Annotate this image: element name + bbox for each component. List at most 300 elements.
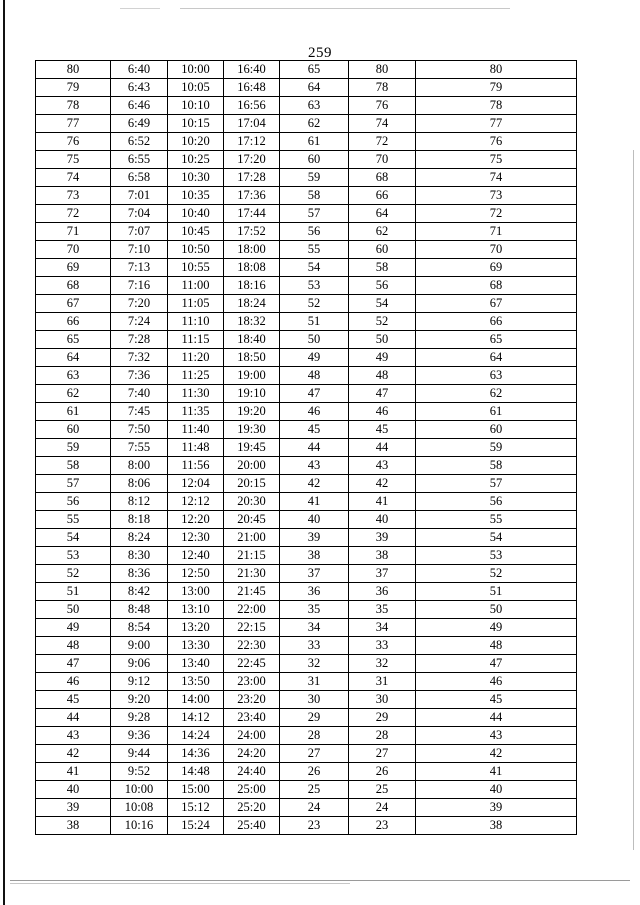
table-cell-col-1: 65 (36, 331, 111, 349)
table-cell-col-4: 18:40 (224, 331, 280, 349)
table-cell-col-7: 78 (416, 97, 577, 115)
table-cell-col-7: 44 (416, 709, 577, 727)
table-cell-col-7: 48 (416, 637, 577, 655)
table-cell-col-1: 60 (36, 421, 111, 439)
page-number: 259 (308, 45, 332, 61)
table-cell-col-7: 72 (416, 205, 577, 223)
table-cell-col-7: 62 (416, 385, 577, 403)
table-cell-col-7: 49 (416, 619, 577, 637)
table-cell-col-6: 64 (349, 205, 416, 223)
table-cell-col-7: 42 (416, 745, 577, 763)
table-row (36, 817, 577, 835)
table-cell-col-5: 40 (280, 511, 349, 529)
table-cell-col-5: 46 (280, 403, 349, 421)
table-cell-col-1: 62 (36, 385, 111, 403)
table-cell-col-6: 36 (349, 583, 416, 601)
table-cell-col-5: 48 (280, 367, 349, 385)
table-cell-col-3: 11:10 (168, 313, 224, 331)
table-cell-col-3: 14:00 (168, 691, 224, 709)
table-cell-col-1: 54 (36, 529, 111, 547)
table-cell-col-1: 76 (36, 133, 111, 151)
table-cell-col-5: 50 (280, 331, 349, 349)
table-cell-col-4: 24:40 (224, 763, 280, 781)
table-cell-col-5: 58 (280, 187, 349, 205)
table-cell-col-1: 68 (36, 277, 111, 295)
table-cell-col-1: 48 (36, 637, 111, 655)
table-row (36, 655, 577, 673)
table-cell-col-4: 16:48 (224, 79, 280, 97)
table-cell-col-2: 8:00 (111, 457, 168, 475)
table-cell-col-4: 20:15 (224, 475, 280, 493)
table-cell-col-1: 72 (36, 205, 111, 223)
table-row (36, 457, 577, 475)
table-cell-col-6: 26 (349, 763, 416, 781)
table-cell-col-5: 28 (280, 727, 349, 745)
table-cell-col-2: 8:36 (111, 565, 168, 583)
table-cell-col-4: 17:12 (224, 133, 280, 151)
table-cell-col-4: 18:24 (224, 295, 280, 313)
table-cell-col-3: 10:40 (168, 205, 224, 223)
table-cell-col-4: 21:30 (224, 565, 280, 583)
table-cell-col-7: 58 (416, 457, 577, 475)
table-cell-col-7: 63 (416, 367, 577, 385)
bottom-rule (10, 880, 630, 881)
table-cell-col-3: 11:40 (168, 421, 224, 439)
table-cell-col-5: 60 (280, 151, 349, 169)
table-cell-col-4: 23:00 (224, 673, 280, 691)
table-cell-col-4: 17:04 (224, 115, 280, 133)
table-cell-col-3: 12:50 (168, 565, 224, 583)
table-cell-col-4: 17:28 (224, 169, 280, 187)
table-cell-col-3: 10:45 (168, 223, 224, 241)
table-cell-col-2: 7:28 (111, 331, 168, 349)
table-cell-col-5: 55 (280, 241, 349, 259)
table-cell-col-4: 16:40 (224, 61, 280, 79)
table-cell-col-7: 73 (416, 187, 577, 205)
table-row (36, 619, 577, 637)
table-cell-col-4: 17:20 (224, 151, 280, 169)
table-cell-col-3: 12:40 (168, 547, 224, 565)
table-cell-col-2: 10:16 (111, 817, 168, 835)
table-cell-col-2: 7:36 (111, 367, 168, 385)
table-cell-col-4: 23:40 (224, 709, 280, 727)
table-cell-col-2: 7:40 (111, 385, 168, 403)
table-cell-col-3: 13:00 (168, 583, 224, 601)
score-table (35, 60, 577, 835)
table-cell-col-4: 22:45 (224, 655, 280, 673)
table-cell-col-2: 9:00 (111, 637, 168, 655)
table-row (36, 583, 577, 601)
table-cell-col-3: 13:10 (168, 601, 224, 619)
table-row (36, 241, 577, 259)
table-cell-col-7: 76 (416, 133, 577, 151)
table-cell-col-2: 7:32 (111, 349, 168, 367)
table-cell-col-1: 63 (36, 367, 111, 385)
table-cell-col-1: 66 (36, 313, 111, 331)
table-cell-col-1: 39 (36, 799, 111, 817)
table-row (36, 367, 577, 385)
table-cell-col-2: 8:12 (111, 493, 168, 511)
table-row (36, 673, 577, 691)
table-cell-col-6: 45 (349, 421, 416, 439)
table-cell-col-6: 46 (349, 403, 416, 421)
table-cell-col-6: 23 (349, 817, 416, 835)
table-cell-col-4: 19:10 (224, 385, 280, 403)
table-cell-col-4: 19:45 (224, 439, 280, 457)
table-cell-col-4: 19:20 (224, 403, 280, 421)
table-row (36, 763, 577, 781)
table-cell-col-5: 34 (280, 619, 349, 637)
table-row (36, 709, 577, 727)
bottom-rule-secondary (10, 883, 350, 884)
table-cell-col-4: 19:00 (224, 367, 280, 385)
table-cell-col-6: 50 (349, 331, 416, 349)
table-cell-col-5: 54 (280, 259, 349, 277)
table-cell-col-2: 7:20 (111, 295, 168, 313)
table-cell-col-6: 35 (349, 601, 416, 619)
table-cell-col-4: 22:30 (224, 637, 280, 655)
table-cell-col-1: 70 (36, 241, 111, 259)
table-cell-col-7: 43 (416, 727, 577, 745)
table-cell-col-2: 6:46 (111, 97, 168, 115)
table-cell-col-2: 9:12 (111, 673, 168, 691)
table-row (36, 493, 577, 511)
table-cell-col-7: 45 (416, 691, 577, 709)
table-cell-col-3: 11:35 (168, 403, 224, 421)
table-row (36, 799, 577, 817)
table-cell-col-4: 20:45 (224, 511, 280, 529)
table-cell-col-4: 17:44 (224, 205, 280, 223)
table-cell-col-2: 7:16 (111, 277, 168, 295)
table-cell-col-3: 10:15 (168, 115, 224, 133)
table-cell-col-7: 79 (416, 79, 577, 97)
table-cell-col-3: 10:05 (168, 79, 224, 97)
table-cell-col-7: 60 (416, 421, 577, 439)
table-row (36, 79, 577, 97)
table-row (36, 439, 577, 457)
table-cell-col-1: 43 (36, 727, 111, 745)
table-cell-col-2: 7:01 (111, 187, 168, 205)
table-cell-col-1: 77 (36, 115, 111, 133)
table-cell-col-5: 42 (280, 475, 349, 493)
table-row (36, 601, 577, 619)
table-cell-col-4: 21:45 (224, 583, 280, 601)
table-cell-col-6: 25 (349, 781, 416, 799)
table-cell-col-3: 10:00 (168, 61, 224, 79)
table-row (36, 637, 577, 655)
table-cell-col-2: 7:45 (111, 403, 168, 421)
table-cell-col-7: 41 (416, 763, 577, 781)
table-cell-col-2: 9:44 (111, 745, 168, 763)
table-cell-col-6: 39 (349, 529, 416, 547)
table-row (36, 565, 577, 583)
table-cell-col-3: 13:40 (168, 655, 224, 673)
table-cell-col-2: 10:08 (111, 799, 168, 817)
table-row (36, 745, 577, 763)
table-cell-col-3: 13:30 (168, 637, 224, 655)
table-cell-col-5: 35 (280, 601, 349, 619)
table-cell-col-6: 58 (349, 259, 416, 277)
table-cell-col-4: 25:20 (224, 799, 280, 817)
table-cell-col-1: 75 (36, 151, 111, 169)
table-cell-col-3: 10:25 (168, 151, 224, 169)
table-cell-col-3: 11:00 (168, 277, 224, 295)
table-cell-col-4: 21:15 (224, 547, 280, 565)
table-cell-col-3: 12:12 (168, 493, 224, 511)
table-cell-col-4: 25:00 (224, 781, 280, 799)
table-cell-col-6: 52 (349, 313, 416, 331)
table-cell-col-5: 59 (280, 169, 349, 187)
table-cell-col-2: 7:04 (111, 205, 168, 223)
table-cell-col-5: 38 (280, 547, 349, 565)
table-cell-col-4: 24:00 (224, 727, 280, 745)
table-row (36, 691, 577, 709)
table-cell-col-4: 19:30 (224, 421, 280, 439)
table-cell-col-2: 7:50 (111, 421, 168, 439)
table-cell-col-2: 8:18 (111, 511, 168, 529)
table-cell-col-4: 20:30 (224, 493, 280, 511)
table-cell-col-1: 42 (36, 745, 111, 763)
table-cell-col-7: 71 (416, 223, 577, 241)
table-cell-col-5: 52 (280, 295, 349, 313)
table-cell-col-6: 74 (349, 115, 416, 133)
table-cell-col-5: 45 (280, 421, 349, 439)
table-row (36, 259, 577, 277)
table-cell-col-7: 69 (416, 259, 577, 277)
table-cell-col-3: 11:05 (168, 295, 224, 313)
table-cell-col-7: 54 (416, 529, 577, 547)
table-cell-col-2: 6:49 (111, 115, 168, 133)
table-cell-col-5: 26 (280, 763, 349, 781)
table-cell-col-7: 39 (416, 799, 577, 817)
table-cell-col-3: 10:50 (168, 241, 224, 259)
table-cell-col-6: 30 (349, 691, 416, 709)
table-cell-col-6: 62 (349, 223, 416, 241)
table-cell-col-1: 41 (36, 763, 111, 781)
table-cell-col-4: 18:16 (224, 277, 280, 295)
table-cell-col-7: 65 (416, 331, 577, 349)
table-cell-col-5: 36 (280, 583, 349, 601)
table-cell-col-6: 42 (349, 475, 416, 493)
table-cell-col-3: 14:24 (168, 727, 224, 745)
table-cell-col-4: 18:08 (224, 259, 280, 277)
table-cell-col-6: 76 (349, 97, 416, 115)
table-cell-col-7: 56 (416, 493, 577, 511)
table-cell-col-1: 49 (36, 619, 111, 637)
table-cell-col-3: 12:30 (168, 529, 224, 547)
table-cell-col-5: 56 (280, 223, 349, 241)
table-cell-col-7: 57 (416, 475, 577, 493)
table-cell-col-6: 66 (349, 187, 416, 205)
table-row (36, 385, 577, 403)
table-cell-col-3: 15:24 (168, 817, 224, 835)
table-row (36, 349, 577, 367)
table-cell-col-2: 9:36 (111, 727, 168, 745)
left-margin-rule (3, 0, 5, 905)
table-cell-col-5: 61 (280, 133, 349, 151)
table-cell-col-3: 13:50 (168, 673, 224, 691)
table-cell-col-1: 57 (36, 475, 111, 493)
table-row (36, 187, 577, 205)
table-cell-col-1: 51 (36, 583, 111, 601)
table-cell-col-6: 78 (349, 79, 416, 97)
table-cell-col-6: 37 (349, 565, 416, 583)
table-cell-col-4: 18:00 (224, 241, 280, 259)
table-row (36, 115, 577, 133)
table-cell-col-4: 22:15 (224, 619, 280, 637)
table-cell-col-1: 73 (36, 187, 111, 205)
table-cell-col-3: 15:00 (168, 781, 224, 799)
table-cell-col-5: 63 (280, 97, 349, 115)
table-cell-col-5: 57 (280, 205, 349, 223)
table-cell-col-2: 6:58 (111, 169, 168, 187)
table-cell-col-6: 43 (349, 457, 416, 475)
table-row (36, 295, 577, 313)
table-cell-col-5: 49 (280, 349, 349, 367)
table-cell-col-4: 18:32 (224, 313, 280, 331)
top-scan-line (180, 8, 510, 9)
table-cell-col-4: 16:56 (224, 97, 280, 115)
table-cell-col-5: 51 (280, 313, 349, 331)
table-cell-col-3: 11:56 (168, 457, 224, 475)
table-cell-col-7: 61 (416, 403, 577, 421)
table-row (36, 331, 577, 349)
table-cell-col-5: 47 (280, 385, 349, 403)
table-cell-col-6: 40 (349, 511, 416, 529)
table-row (36, 151, 577, 169)
table-cell-col-6: 31 (349, 673, 416, 691)
table-cell-col-7: 64 (416, 349, 577, 367)
table-cell-col-5: 29 (280, 709, 349, 727)
table-cell-col-2: 8:06 (111, 475, 168, 493)
table-cell-col-6: 80 (349, 61, 416, 79)
table-cell-col-1: 56 (36, 493, 111, 511)
table-cell-col-4: 23:20 (224, 691, 280, 709)
table-cell-col-1: 45 (36, 691, 111, 709)
table-row (36, 223, 577, 241)
table-cell-col-6: 48 (349, 367, 416, 385)
table-cell-col-6: 68 (349, 169, 416, 187)
table-cell-col-2: 7:07 (111, 223, 168, 241)
table-row (36, 781, 577, 799)
table-cell-col-2: 6:43 (111, 79, 168, 97)
table-cell-col-2: 9:28 (111, 709, 168, 727)
table-cell-col-3: 14:36 (168, 745, 224, 763)
table-cell-col-7: 52 (416, 565, 577, 583)
table-cell-col-5: 37 (280, 565, 349, 583)
table-cell-col-5: 30 (280, 691, 349, 709)
table-row (36, 475, 577, 493)
table-cell-col-2: 9:20 (111, 691, 168, 709)
table-cell-col-2: 8:30 (111, 547, 168, 565)
table-cell-col-6: 29 (349, 709, 416, 727)
table-cell-col-7: 46 (416, 673, 577, 691)
table-cell-col-5: 64 (280, 79, 349, 97)
table-cell-col-1: 44 (36, 709, 111, 727)
table-cell-col-3: 11:20 (168, 349, 224, 367)
table-cell-col-2: 6:40 (111, 61, 168, 79)
table-cell-col-1: 38 (36, 817, 111, 835)
table-cell-col-7: 53 (416, 547, 577, 565)
table-cell-col-4: 22:00 (224, 601, 280, 619)
table-cell-col-7: 40 (416, 781, 577, 799)
table-row (36, 277, 577, 295)
table-row (36, 421, 577, 439)
table-cell-col-5: 25 (280, 781, 349, 799)
table-cell-col-5: 31 (280, 673, 349, 691)
table-cell-col-1: 53 (36, 547, 111, 565)
table-cell-col-3: 12:20 (168, 511, 224, 529)
table-cell-col-4: 25:40 (224, 817, 280, 835)
table-cell-col-2: 7:10 (111, 241, 168, 259)
table-cell-col-3: 13:20 (168, 619, 224, 637)
table-cell-col-7: 38 (416, 817, 577, 835)
table-cell-col-7: 67 (416, 295, 577, 313)
table-cell-col-1: 46 (36, 673, 111, 691)
table-cell-col-1: 79 (36, 79, 111, 97)
table-cell-col-4: 18:50 (224, 349, 280, 367)
table-row (36, 727, 577, 745)
table-cell-col-7: 51 (416, 583, 577, 601)
table-cell-col-7: 75 (416, 151, 577, 169)
table-cell-col-5: 32 (280, 655, 349, 673)
right-margin-rule (633, 150, 634, 850)
table-cell-col-3: 10:35 (168, 187, 224, 205)
table-cell-col-7: 77 (416, 115, 577, 133)
table-cell-col-6: 47 (349, 385, 416, 403)
score-table-body (36, 61, 577, 835)
table-cell-col-1: 52 (36, 565, 111, 583)
table-cell-col-6: 32 (349, 655, 416, 673)
table-cell-col-3: 12:04 (168, 475, 224, 493)
table-cell-col-3: 15:12 (168, 799, 224, 817)
table-row (36, 133, 577, 151)
table-cell-col-7: 70 (416, 241, 577, 259)
table-cell-col-3: 11:48 (168, 439, 224, 457)
table-cell-col-6: 24 (349, 799, 416, 817)
table-row (36, 205, 577, 223)
table-cell-col-6: 28 (349, 727, 416, 745)
table-row (36, 511, 577, 529)
table-cell-col-6: 60 (349, 241, 416, 259)
table-cell-col-6: 72 (349, 133, 416, 151)
table-row (36, 313, 577, 331)
table-cell-col-7: 59 (416, 439, 577, 457)
table-cell-col-1: 67 (36, 295, 111, 313)
table-cell-col-2: 6:55 (111, 151, 168, 169)
table-cell-col-5: 23 (280, 817, 349, 835)
table-cell-col-5: 39 (280, 529, 349, 547)
table-cell-col-1: 78 (36, 97, 111, 115)
table-cell-col-5: 27 (280, 745, 349, 763)
table-cell-col-4: 17:36 (224, 187, 280, 205)
table-cell-col-6: 33 (349, 637, 416, 655)
top-scan-line-left (120, 8, 160, 9)
table-cell-col-6: 27 (349, 745, 416, 763)
table-cell-col-6: 54 (349, 295, 416, 313)
table-cell-col-2: 8:42 (111, 583, 168, 601)
table-cell-col-5: 24 (280, 799, 349, 817)
table-cell-col-2: 9:52 (111, 763, 168, 781)
table-cell-col-4: 17:52 (224, 223, 280, 241)
table-row (36, 547, 577, 565)
table-cell-col-3: 10:20 (168, 133, 224, 151)
table-cell-col-5: 62 (280, 115, 349, 133)
table-cell-col-3: 11:30 (168, 385, 224, 403)
table-cell-col-2: 10:00 (111, 781, 168, 799)
table-cell-col-3: 10:10 (168, 97, 224, 115)
table-cell-col-5: 43 (280, 457, 349, 475)
